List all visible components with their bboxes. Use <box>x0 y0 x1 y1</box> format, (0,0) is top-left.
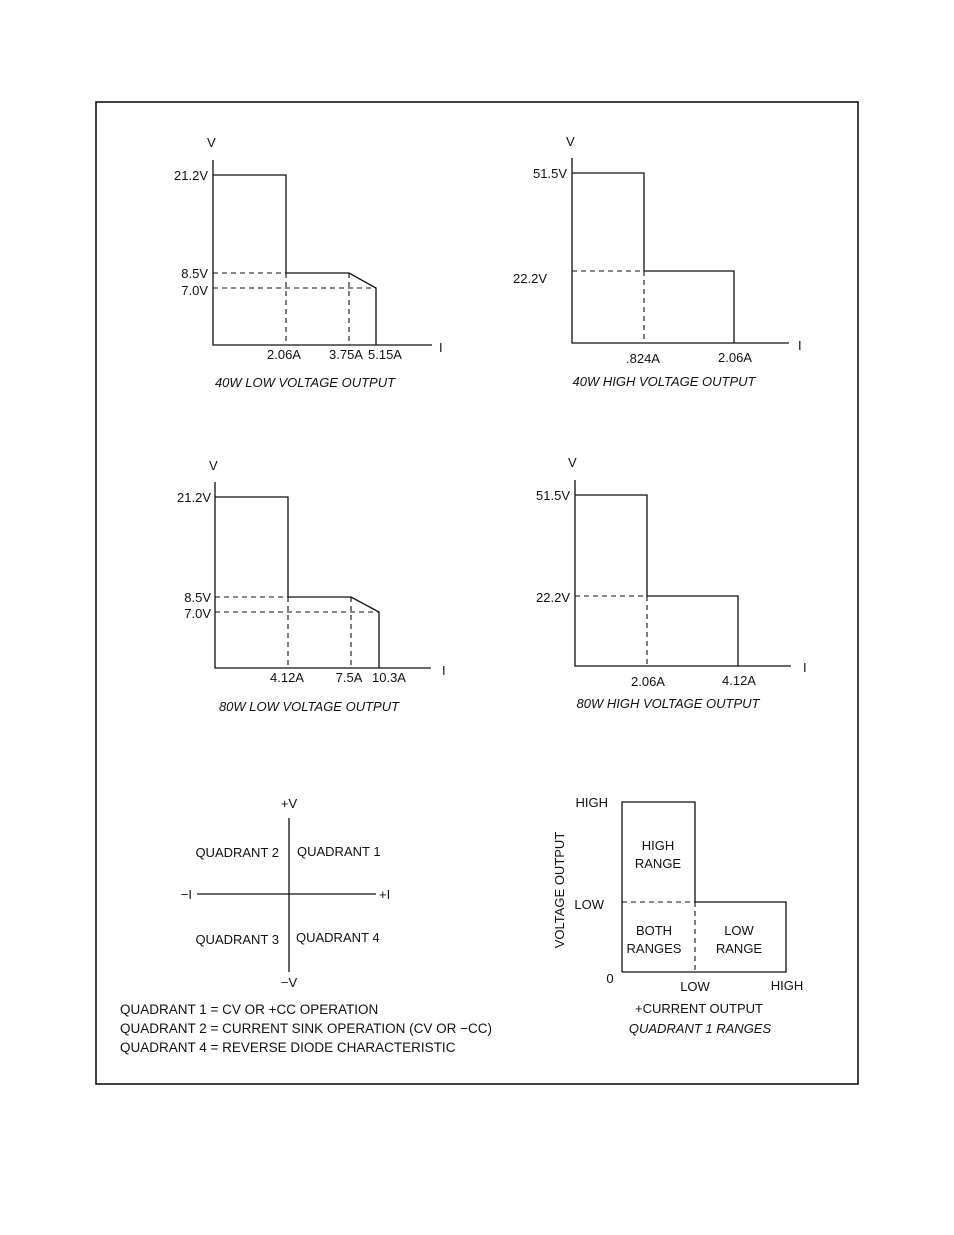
plus-v-label: +V <box>280 796 298 811</box>
chart-80w-low-voltage <box>177 458 446 714</box>
i-axis-label: I <box>798 338 802 353</box>
low-range-line-1: LOW <box>724 923 754 938</box>
x-label-2-06a: 2.06A <box>631 674 665 689</box>
characteristic-curve <box>213 175 376 345</box>
quadrant-1-ranges-diagram <box>552 795 803 1036</box>
x-label-0-824a: .824A <box>626 351 660 366</box>
y-label-22-2v: 22.2V <box>536 590 570 605</box>
minus-i-label: −I <box>180 887 192 902</box>
y-label-21-2v: 21.2V <box>174 168 208 183</box>
dashed-guides <box>575 596 647 666</box>
axes <box>572 158 789 343</box>
caption: 40W HIGH VOLTAGE OUTPUT <box>572 374 756 389</box>
caption: 80W HIGH VOLTAGE OUTPUT <box>576 696 760 711</box>
i-axis-label: I <box>439 340 443 355</box>
y-label-7-0v: 7.0V <box>181 283 208 298</box>
note-quadrant-1: QUADRANT 1 = CV OR +CC OPERATION <box>120 1002 379 1017</box>
characteristic-curve <box>215 497 379 668</box>
dashed-guides <box>213 273 376 345</box>
v-axis-label: V <box>209 458 218 473</box>
note-quadrant-4: QUADRANT 4 = REVERSE DIODE CHARACTERISTIC <box>120 1040 456 1055</box>
y-label-8-5v: 8.5V <box>184 590 211 605</box>
x-label-7-5a: 7.5A <box>335 670 363 685</box>
v-axis-label: V <box>566 134 575 149</box>
high-range-line-1: HIGH <box>641 838 675 853</box>
x-label-2-06a: 2.06A <box>267 347 301 362</box>
x-label-4-12a: 4.12A <box>722 673 756 688</box>
characteristic-curve <box>572 173 734 343</box>
axes <box>575 480 791 666</box>
dashed-guides <box>215 597 379 668</box>
y-axis-label: VOLTAGE OUTPUT <box>552 831 567 949</box>
high-range-line-2: RANGE <box>634 856 682 871</box>
caption: 40W LOW VOLTAGE OUTPUT <box>214 375 396 390</box>
quadrant-1-label: QUADRANT 1 <box>297 844 381 859</box>
y-label-8-5v: 8.5V <box>181 266 208 281</box>
quadrant-diagram <box>120 796 492 1055</box>
x-axis-label: +CURRENT OUTPUT <box>635 1001 763 1016</box>
chart-40w-low-voltage <box>174 135 443 390</box>
axes <box>215 482 431 668</box>
quadrant-4-label: QUADRANT 4 <box>296 930 380 945</box>
x-label-5-15a: 5.15A <box>368 347 402 362</box>
x-low-label: LOW <box>680 979 710 994</box>
chart-80w-high-voltage <box>536 455 807 711</box>
y-label-51-5v: 51.5V <box>533 166 567 181</box>
quadrant-2-label: QUADRANT 2 <box>195 845 279 860</box>
plus-i-label: +I <box>379 887 391 902</box>
y-label-7-0v: 7.0V <box>184 606 211 621</box>
caption: QUADRANT 1 RANGES <box>628 1021 772 1036</box>
x-label-4-12a: 4.12A <box>270 670 304 685</box>
y-low-label: LOW <box>574 897 604 912</box>
y-label-22-2v: 22.2V <box>513 271 547 286</box>
x-high-label: HIGH <box>770 978 804 993</box>
low-range-line-2: RANGE <box>715 941 763 956</box>
chart-40w-high-voltage <box>513 134 802 389</box>
both-ranges-line-2: RANGES <box>626 941 682 956</box>
caption: 80W LOW VOLTAGE OUTPUT <box>218 699 400 714</box>
i-axis-label: I <box>803 660 807 675</box>
x-label-3-75a: 3.75A <box>329 347 363 362</box>
dashed-guides <box>572 271 644 343</box>
y-label-21-2v: 21.2V <box>177 490 211 505</box>
characteristic-curve <box>575 495 738 666</box>
note-quadrant-2: QUADRANT 2 = CURRENT SINK OPERATION (CV OR −CC) <box>120 1021 493 1036</box>
both-ranges-line-1: BOTH <box>635 923 673 938</box>
y-high-label: HIGH <box>575 795 608 810</box>
axes <box>213 160 432 345</box>
v-axis-label: V <box>568 455 577 470</box>
quadrant-3-label: QUADRANT 3 <box>195 932 279 947</box>
v-axis-label: V <box>207 135 216 150</box>
x-label-2-06a: 2.06A <box>718 350 752 365</box>
y-label-51-5v: 51.5V <box>536 488 570 503</box>
origin-label: 0 <box>606 971 614 986</box>
i-axis-label: I <box>442 663 446 678</box>
minus-v-label: −V <box>280 975 298 990</box>
x-label-10-3a: 10.3A <box>372 670 406 685</box>
